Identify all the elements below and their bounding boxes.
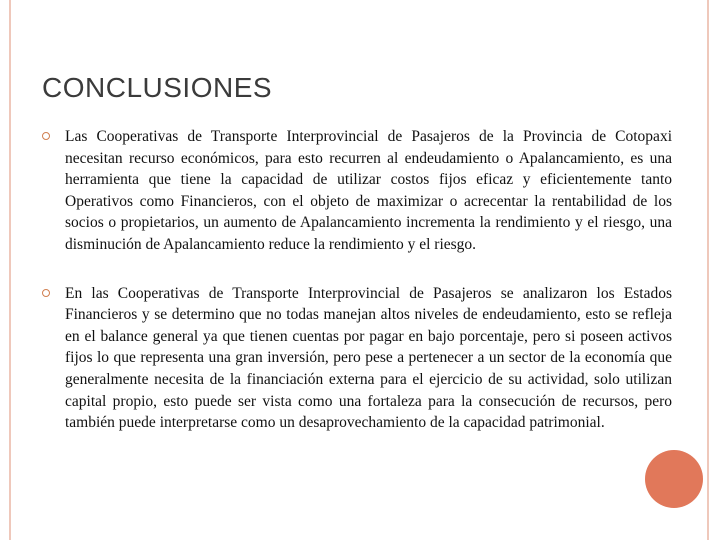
bullet-text: Las Cooperativas de Transporte Interprovincial de Pasajeros de la Provincia de Cotopaxi necesitan recurso económicos, para esto recurren al endeudamiento o Apalancamiento, es una herramienta que tiene la capacidad de utilizar costos fijos eficaz y eficientemente tanto Operativos como Financieros, con el objeto de maximizar o acrecentar la rentabilidad de los socios o propietarios, un aumento de Apalancamiento incrementa la rendimiento y el riesgo, una disminución de Apalancamiento reduce la rendimiento y el riesgo. — [65, 128, 672, 253]
circle-bullet-icon — [42, 132, 50, 140]
circle-bullet-icon — [42, 289, 50, 297]
slide-title: CONCLUSIONES — [42, 72, 273, 103]
bullet-item — [42, 283, 672, 434]
bullet-list — [42, 126, 672, 461]
bullet-text: En las Cooperativas de Transporte Interprovincial de Pasajeros se analizaron los Estados Financieros y se determino que no todas manejan altos niveles de endeudamiento, esto se refleja en el balance general ya que tienen cuentas por pagar en bajo porcentaje, pero si poseen activos fijos lo que representa una gran inversión, pero pese a pertenecer a un sector de la economía que generalmente necesita de la financiación externa para el ejercicio de su actividad, solo utilizan capital propio, esto puede ser vista como una fortaleza para la consecución de recursos, pero también puede interpretarse como un desaprovechamiento de la capacidad patrimonial. — [65, 284, 672, 432]
bullet-item — [42, 126, 672, 256]
